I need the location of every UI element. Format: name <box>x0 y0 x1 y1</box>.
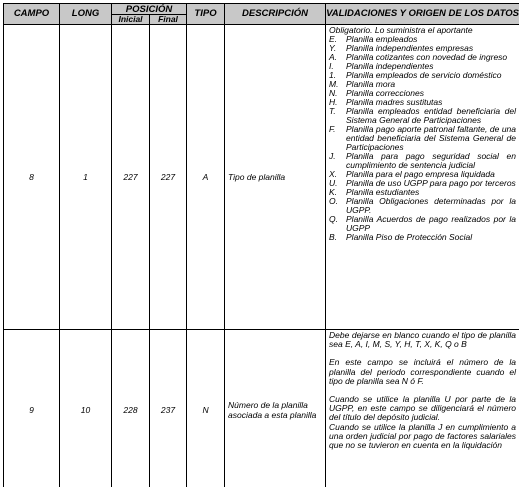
list-item: I. Planilla independientes <box>329 61 434 71</box>
list-item: U. Planilla de uso UGPP para pago por terceros <box>329 178 516 188</box>
cell-inicial: 228 <box>112 330 150 487</box>
validation-intro: Obligatorio. Lo suministra el aportante <box>329 25 473 35</box>
cell-descripcion: Tipo de planilla <box>225 25 326 330</box>
header-validaciones: VALIDACIONES Y ORIGEN DE LOS DATOS <box>326 4 519 25</box>
header-descripcion: DESCRIPCIÓN <box>225 4 326 25</box>
cell-final: 227 <box>150 25 187 330</box>
list-item: X. Planilla para el pago empresa liquidada <box>329 169 495 179</box>
cell-validaciones <box>326 25 519 330</box>
list-item: A. Planilla cotizantes con novedad de ingreso <box>329 52 508 62</box>
list-item: O. Planilla Obligaciones determinadas por la UGPP. <box>329 196 517 215</box>
cell-descripcion: Número de la planilla asociada a esta planilla <box>225 330 326 487</box>
cell-campo: 9 <box>4 330 60 487</box>
header-final: Final <box>150 15 187 25</box>
cell-validaciones <box>326 330 519 487</box>
list-item: B. Planilla Piso de Protección Social <box>329 232 473 242</box>
list-item: M. Planilla mora <box>329 79 396 89</box>
list-item: Y. Planilla independientes empresas <box>329 43 474 53</box>
list-item: H. Planilla madres sustitutas <box>329 97 443 107</box>
list-item: J. Planilla para pago seguridad social en cumplimiento de sentencia judicial <box>329 151 517 170</box>
cell-long: 1 <box>60 25 112 330</box>
header-inicial: Inicial <box>112 15 150 25</box>
cell-long: 10 <box>60 330 112 487</box>
validation-paragraph: Cuando se utilice la planilla J en cumplimiento a una orden judicial por pago de factores salariales que no se tuvieron en cuenta en la liquidación <box>329 421 517 451</box>
header-campo: CAMPO <box>4 4 60 25</box>
validation-paragraph: Debe dejarse en blanco cuando el tipo de planilla sea E, A, I, M, S, Y, H, T, X, K, Q o B <box>329 330 517 350</box>
list-item: K. Planilla estudiantes <box>329 187 420 197</box>
table-row <box>4 330 520 487</box>
header-tipo: TIPO <box>187 4 225 25</box>
field-specification-table <box>3 3 519 487</box>
header-posicion: POSICIÓN <box>112 4 187 15</box>
cell-final: 237 <box>150 330 187 487</box>
table-row <box>4 25 520 330</box>
validation-paragraph: En este campo se incluirá el número de la planilla del periodo correspondiente cuando el tipo de planilla sea N ó F. <box>329 357 517 386</box>
list-item: E. Planilla empleados <box>329 34 418 44</box>
list-item: T. Planilla empleados entidad beneficiaria del Sistema General de Participaciones <box>329 106 517 125</box>
list-item: Q. Planilla Acuerdos de pago realizados por la UGPP <box>329 214 517 233</box>
header-long: LONG <box>60 4 112 25</box>
list-item: F. Planilla pago aporte patronal faltante, de una entidad beneficiaria del Sistema General de Participaciones <box>329 124 517 152</box>
validation-paragraph: Cuando se utilice la planilla U por parte de la UGPP, en este campo se diligenciará el número del título del depósito judicial. <box>329 394 517 423</box>
cell-inicial: 227 <box>112 25 150 330</box>
table-header <box>4 4 520 25</box>
list-item: 1. Planilla empleados de servicio doméstico <box>329 70 502 80</box>
list-item: N. Planilla correcciones <box>329 88 424 98</box>
cell-tipo: N <box>187 330 225 487</box>
specification-table-page <box>3 3 519 487</box>
cell-tipo: A <box>187 25 225 330</box>
cell-campo: 8 <box>4 25 60 330</box>
